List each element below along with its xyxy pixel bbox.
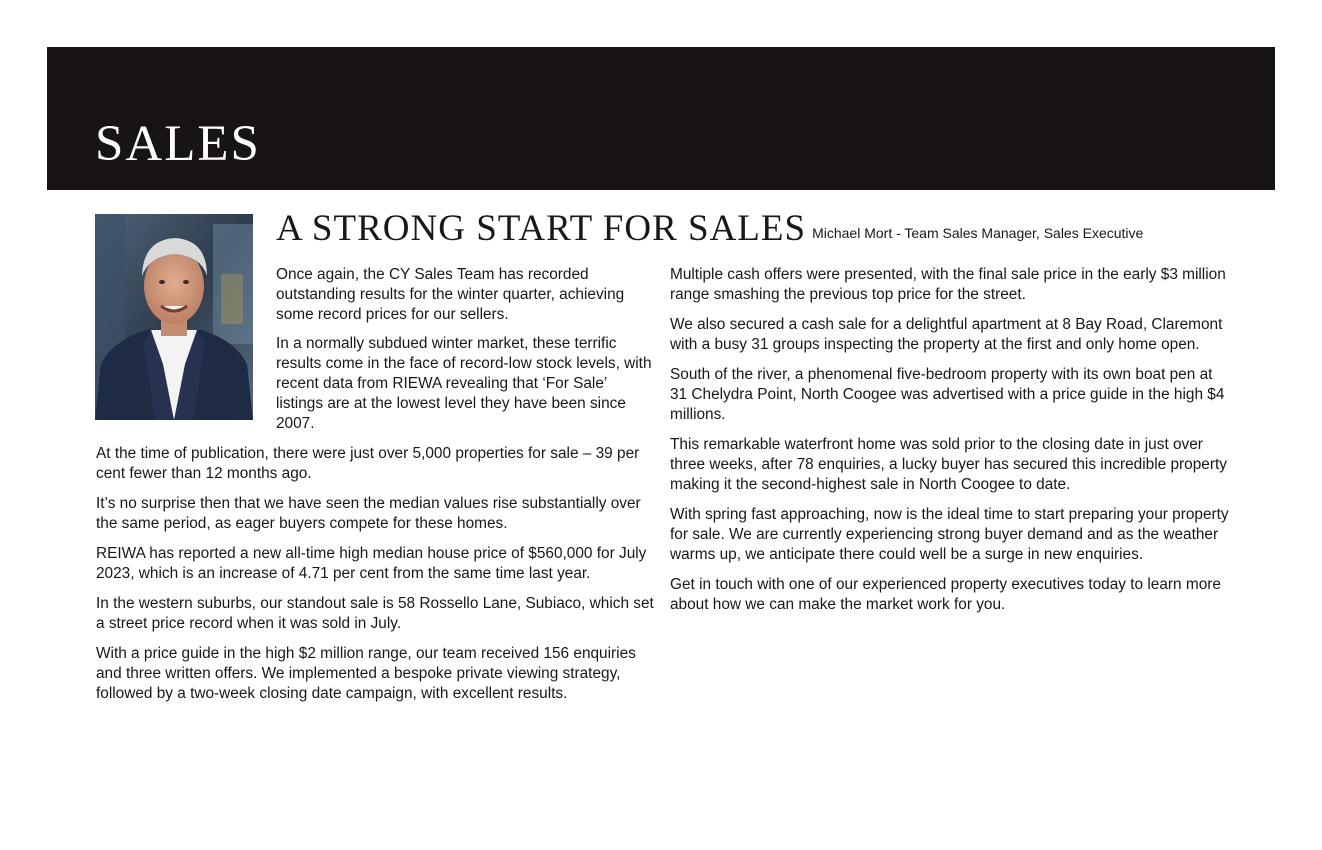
- article-paragraph: With a price guide in the high $2 million range, our team received 156 enquiries and three written offers. We implemented a bespoke private viewing strategy, followed by a two-week closing date campaign, with excellent results.: [96, 645, 636, 702]
- headline-text: A STRONG START FOR SALES: [276, 208, 807, 249]
- author-photo: [95, 214, 253, 420]
- article-paragraph: At the time of publication, there were just over 5,000 properties for sale – 39 per cent fewer than 12 months ago.: [96, 445, 640, 482]
- article-paragraph: In the western suburbs, our standout sale is 58 Rossello Lane, Subiaco, which set a street price record when it was sold in July.: [96, 595, 654, 632]
- article-paragraph: We also secured a cash sale for a delightful apartment at 8 Bay Road, Claremont with a busy 31 groups inspecting the property at the first and only home open.: [670, 316, 1223, 353]
- section-title: SALES: [95, 116, 261, 172]
- section-banner: [47, 47, 1275, 190]
- left-column: [96, 444, 656, 714]
- article-paragraph: This remarkable waterfront home was sold prior to the closing date in just over three weeks, after 78 enquiries, a lucky buyer has secured this incredible property making it the second-highest sale in North Coogee to date.: [670, 436, 1227, 493]
- intro-column: [276, 265, 652, 443]
- article-paragraph: Get in touch with one of our experienced property executives today to learn more about how we can make the market work for you.: [670, 576, 1221, 613]
- article-headline: [276, 209, 1143, 253]
- article-byline: Michael Mort - Team Sales Manager, Sales Executive: [812, 225, 1144, 241]
- article-paragraph: South of the river, a phenomenal five-bedroom property with its own boat pen at 31 Chelydra Point, North Coogee was advertised with a price guide in the high $4 millions.: [670, 366, 1225, 423]
- article-paragraph: Multiple cash offers were presented, with the final sale price in the early $3 million range smashing the previous top price for the street.: [670, 266, 1226, 303]
- article-paragraph: REIWA has reported a new all-time high median house price of $560,000 for July 2023, which is an increase of 4.71 per cent from the same time last year.: [96, 545, 647, 582]
- article-paragraph: In a normally subdued winter market, these terrific results come in the face of record-low stock levels, with recent data from RIEWA revealing that ‘For Sale’ listings are at the lowest level they have been since 2007.: [276, 335, 652, 432]
- article-paragraph: Once again, the CY Sales Team has recorded outstanding results for the winter quarter, achieving some record prices for our sellers.: [276, 266, 625, 323]
- right-column: [670, 265, 1230, 625]
- article-paragraph: With spring fast approaching, now is the ideal time to start preparing your property for sale. We are currently experiencing strong buyer demand and as the weather warms up, we anticipate there could well be a surge in new enquiries.: [670, 506, 1229, 563]
- article-paragraph: It’s no surprise then that we have seen the median values rise substantially over the same period, as eager buyers compete for these homes.: [96, 495, 641, 532]
